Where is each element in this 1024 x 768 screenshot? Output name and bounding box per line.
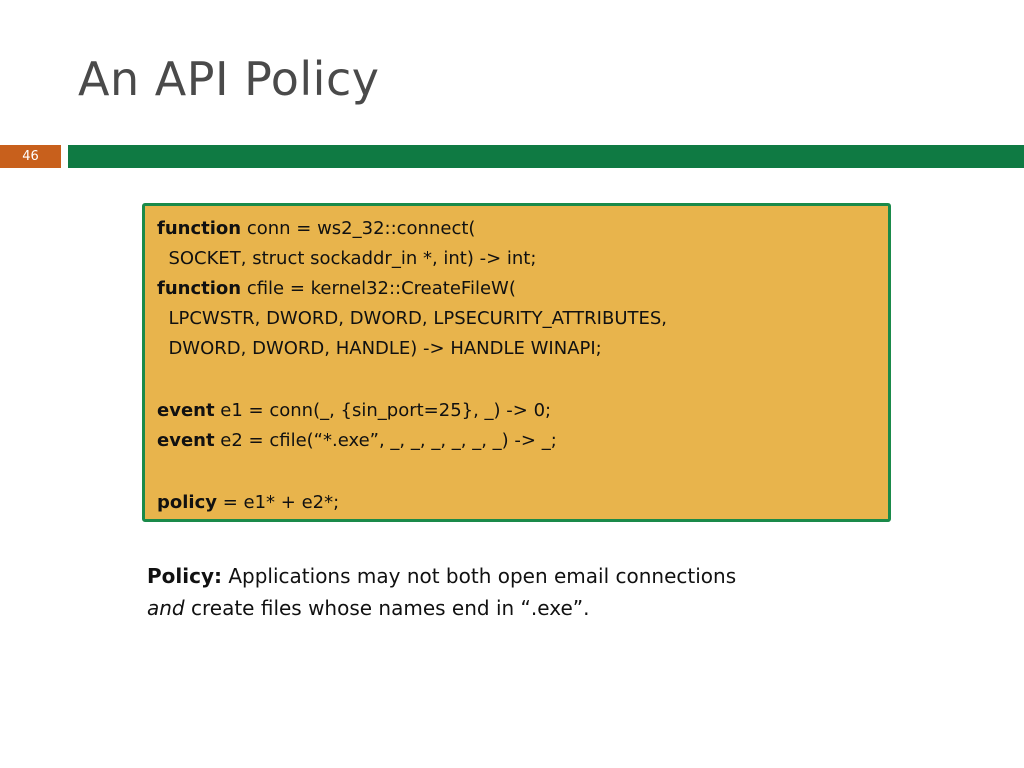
policy-text-2: create files whose names end in “.exe”.: [184, 596, 590, 620]
code-line-8: [157, 488, 339, 518]
code-line-7: [157, 426, 557, 456]
slide-title: An API Policy: [78, 52, 380, 106]
code-keyword: function: [157, 218, 242, 239]
code-line-2: SOCKET, struct sockaddr_in *, int) -> int;: [157, 248, 537, 269]
code-block: [142, 203, 891, 522]
code-text: e1 = conn(_, {sin_port=25}, _) -> 0;: [214, 400, 552, 421]
code-keyword: policy: [157, 492, 217, 513]
code-text: e2 = cfile(“*.exe”, _, _, _, _, _, _) -> _;: [214, 430, 557, 451]
header-accent-bar: [68, 145, 1024, 168]
code-line-1: [157, 214, 475, 244]
slide-number: 46: [0, 145, 61, 168]
code-keyword: event: [157, 400, 215, 421]
code-line-3: [157, 274, 516, 304]
code-text: cfile = kernel32::CreateFileW(: [241, 278, 516, 299]
code-line-6: [157, 396, 551, 426]
code-text: = e1* + e2*;: [217, 492, 340, 513]
policy-label: Policy:: [147, 564, 222, 588]
code-text: conn = ws2_32::connect(: [241, 218, 476, 239]
code-keyword: function: [157, 278, 242, 299]
code-line-4: LPCWSTR, DWORD, DWORD, LPSECURITY_ATTRIBUTES,: [157, 308, 668, 329]
code-keyword: event: [157, 430, 215, 451]
policy-emphasis: and: [147, 596, 185, 620]
code-line-5: DWORD, DWORD, HANDLE) -> HANDLE WINAPI;: [157, 338, 602, 359]
policy-description: [147, 560, 887, 624]
policy-text-1: Applications may not both open email connections: [222, 564, 737, 588]
